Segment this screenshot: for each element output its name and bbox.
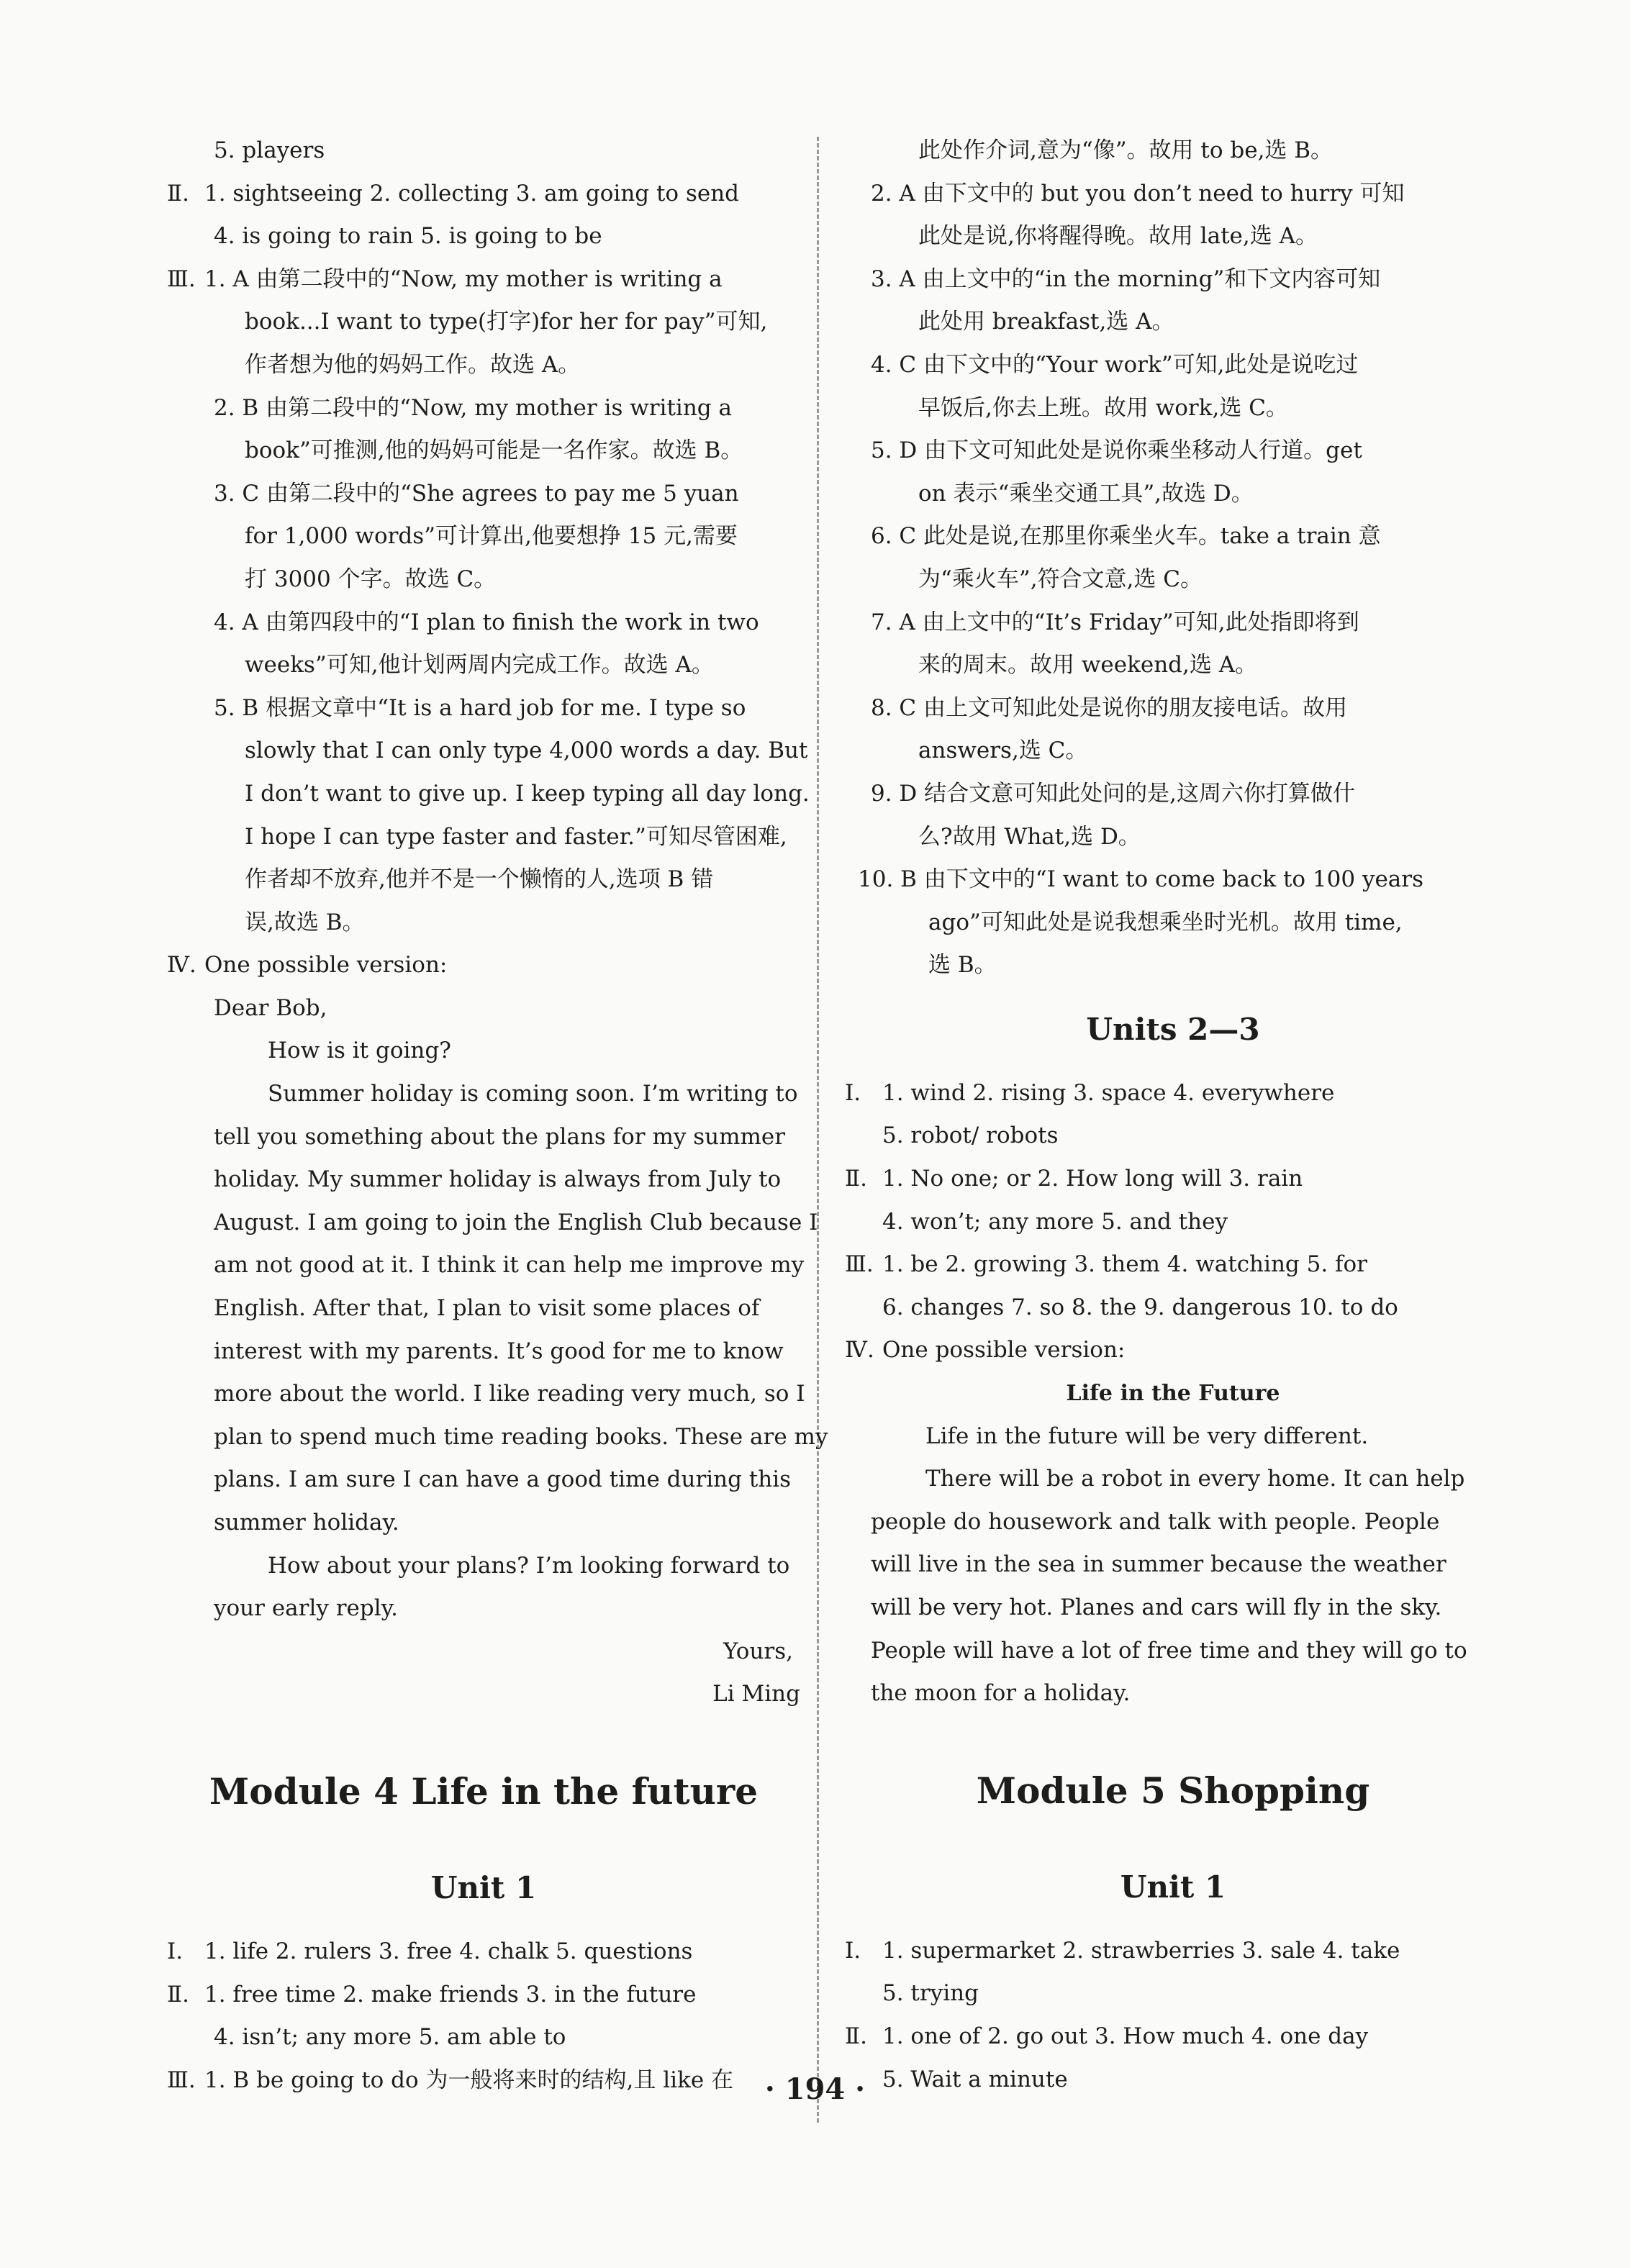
module-title: Module 4 Life in the future	[209, 1769, 759, 1813]
section-I	[167, 1931, 800, 1974]
answer-line: book”可推测,他的妈妈可能是一名作家。故选 B。	[245, 437, 743, 464]
letter-greeting: Dear Bob,	[214, 994, 327, 1021]
letter-signature: Li Ming	[712, 1681, 800, 1707]
answer-line: 5. Wait a minute	[882, 2066, 1068, 2092]
letter-line: tell you something about the plans for my summer	[214, 1123, 786, 1150]
answer-line: on 表示“乘坐交通工具”,故选 D。	[918, 480, 1254, 507]
section-label: Ⅳ.	[167, 952, 196, 979]
essay-line: People will have a lot of free time and they will go to	[871, 1637, 1467, 1664]
right-column	[845, 130, 1475, 2101]
answer-line: for 1,000 words”可计算出,他要想挣 15 元,需要	[245, 523, 738, 550]
answer-line: 3. A 由上文中的“in the morning”和下文内容可知	[871, 266, 1381, 292]
answer-line: 1. life 2. rulers 3. free 4. chalk 5. questions	[204, 1938, 693, 1964]
section-label: Ⅰ.	[845, 1079, 861, 1106]
answer-line: 为“乘火车”,符合文意,选 C。	[918, 566, 1203, 592]
letter-line: summer holiday.	[214, 1510, 399, 1536]
answer-line: ago”可知此处是说我想乘坐时光机。故用 time,	[928, 909, 1403, 935]
answer-line: 4. A 由第四段中的“I plan to finish the work in two	[214, 609, 759, 635]
answer-line: I hope I can type faster and faster.”可知尽管困难,	[245, 823, 787, 850]
essay-title: Life in the Future	[1066, 1381, 1280, 1407]
section-II	[167, 1974, 800, 2017]
answer-line: 此处用 breakfast,选 A。	[918, 309, 1174, 335]
letter-closing: Yours,	[723, 1638, 793, 1664]
answer-line: 1. sightseeing 2. collecting 3. am going to send	[204, 180, 740, 207]
section-label: Ⅱ.	[845, 2023, 867, 2049]
letter-line: plan to spend much time reading books. These are my	[214, 1423, 828, 1450]
letter-line: August. I am going to join the English Club because I	[214, 1209, 818, 1235]
section-label: Ⅰ.	[167, 1938, 184, 1964]
version-intro: One possible version:	[882, 1337, 1126, 1364]
answer-line: 早饭后,你去上班。故用 work,选 C。	[918, 394, 1288, 421]
answer-line: 么?故用 What,选 D。	[918, 823, 1141, 850]
answer-line: 作者想为他的妈妈工作。故选 A。	[245, 351, 581, 378]
answer-line: 1. free time 2. make friends 3. in the future	[204, 1981, 697, 2008]
answer-line: 打 3000 个字。故选 C。	[245, 566, 497, 592]
answer-line: 3. C 由第二段中的“She agrees to pay me 5 yuan	[214, 480, 739, 507]
answer-line: 5. trying	[882, 1980, 979, 2007]
answer-line: 1. be 2. growing 3. them 4. watching 5. for	[882, 1251, 1367, 1278]
page-number: · 194 ·	[764, 2072, 866, 2106]
section-label: Ⅲ.	[845, 1251, 874, 1278]
letter-line: How about your plans? I’m looking forward to	[268, 1552, 790, 1579]
answer-line: 4. won’t; any more 5. and they	[882, 1208, 1228, 1235]
answer-line: 9. D 结合文意可知此处问的是,这周六你打算做什	[871, 780, 1355, 807]
answer-line: 1. B be going to do 为一般将来时的结构,且 like 在	[204, 2067, 734, 2093]
answer-line: 5. D 由下文可知此处是说你乘坐移动人行道。get	[871, 437, 1362, 464]
answer-line: 1. A 由第二段中的“Now, my mother is writing a	[204, 266, 723, 292]
answer-line: 作者却不放弃,他并不是一个懒惰的人,选项 B 错	[245, 866, 714, 893]
section-I	[845, 1930, 1475, 1973]
answer-line: 误,故选 B。	[245, 909, 365, 935]
answer-line: slowly that I can only type 4,000 words a day. But	[245, 738, 808, 764]
section-IV	[167, 944, 800, 987]
answer-line: 4. C 由下文中的“Your work”可知,此处是说吃过	[871, 351, 1359, 378]
letter-line: English. After that, I plan to visit some places of	[214, 1295, 760, 1322]
answer-line: 5. robot/ robots	[882, 1122, 1059, 1149]
answer-line: 2. A 由下文中的 but you don’t need to hurry 可知	[871, 180, 1405, 207]
answer-line: 此处是说,你将醒得晚。故用 late,选 A。	[918, 223, 1318, 250]
letter-line: more about the world. I like reading very much, so I	[214, 1381, 805, 1407]
answer-line: book...I want to type(打字)for her for pay”可知,	[245, 309, 768, 335]
units-title: Units 2—3	[1086, 1011, 1260, 1047]
column-divider	[817, 137, 819, 2123]
essay-line: Life in the future will be very different.	[925, 1423, 1369, 1449]
essay-line: people do housework and talk with people. People	[871, 1508, 1440, 1535]
answer-line: weeks”可知,他计划两周内完成工作。故选 A。	[245, 652, 714, 679]
section-label: Ⅱ.	[167, 1981, 189, 2008]
answer-line: 7. A 由上文中的“It’s Friday”可知,此处指即将到	[871, 609, 1359, 635]
answer-line: 5. players	[214, 137, 325, 163]
letter-line: your early reply.	[214, 1595, 398, 1622]
answer-line: 选 B。	[928, 952, 997, 979]
letter-line: holiday. My summer holiday is always from July to	[214, 1166, 782, 1193]
answer-line: 6. C 此处是说,在那里你乘坐火车。take a train 意	[871, 523, 1381, 550]
answer-line: 1. one of 2. go out 3. How much 4. one day	[882, 2023, 1369, 2049]
answer-line: 10. B 由下文中的“I want to come back to 100 years	[858, 866, 1424, 893]
answer-line: 4. isn’t; any more 5. am able to	[214, 2024, 566, 2051]
section-label: Ⅳ.	[845, 1337, 874, 1364]
answer-line: 此处作介词,意为“像”。故用 to be,选 B。	[918, 137, 1334, 163]
section-label: Ⅲ.	[167, 266, 196, 292]
answer-line: 4. is going to rain 5. is going to be	[214, 223, 602, 250]
essay-line: will live in the sea in summer because the weather	[871, 1551, 1446, 1578]
unit-title: Unit 1	[1120, 1869, 1226, 1905]
answer-line: 2. B 由第二段中的“Now, my mother is writing a	[214, 394, 732, 421]
answer-line: answers,选 C。	[918, 738, 1088, 764]
answer-line: I don’t want to give up. I keep typing all day long.	[245, 780, 810, 807]
section-III	[167, 258, 800, 301]
section-II	[845, 2015, 1475, 2059]
section-label: Ⅲ.	[167, 2067, 196, 2093]
answer-line: 1. No one; or 2. How long will 3. rain	[882, 1166, 1303, 1192]
letter-line: Summer holiday is coming soon. I’m writing to	[268, 1081, 798, 1107]
answer-line: 1. wind 2. rising 3. space 4. everywhere	[882, 1079, 1335, 1106]
letter-line: interest with my parents. It’s good for me to know	[214, 1338, 784, 1364]
answer-line: 来的周末。故用 weekend,选 A。	[918, 652, 1258, 679]
section-II	[167, 173, 800, 216]
answer-line: 5. B 根据文章中“It is a hard job for me. I type so	[214, 694, 746, 721]
version-intro: One possible version:	[204, 952, 448, 979]
letter-line: am not good at it. I think it can help me improve my	[214, 1252, 805, 1279]
letter-opening: How is it going?	[268, 1038, 451, 1064]
essay-line: the moon for a holiday.	[871, 1680, 1131, 1707]
section-label: Ⅱ.	[167, 180, 189, 207]
page-number-value: 194	[784, 2072, 846, 2106]
section-II	[845, 1158, 1475, 1201]
letter-line: plans. I am sure I can have a good time during this	[214, 1466, 792, 1493]
answer-line: 6. changes 7. so 8. the 9. dangerous 10. to do	[882, 1294, 1398, 1320]
section-label: Ⅱ.	[845, 1166, 867, 1192]
answer-line: 1. supermarket 2. strawberries 3. sale 4. take	[882, 1937, 1400, 1964]
essay-line: will be very hot. Planes and cars will fly in the sky.	[871, 1595, 1442, 1620]
answer-line: 8. C 由上文可知此处是说你的朋友接电话。故用	[871, 694, 1348, 721]
section-label: Ⅰ.	[845, 1937, 861, 1964]
module-title: Module 5 Shopping	[976, 1769, 1370, 1812]
unit-title: Unit 1	[430, 1869, 537, 1905]
section-I	[845, 1072, 1475, 1115]
section-IV	[845, 1329, 1475, 1372]
section-III	[845, 1243, 1475, 1287]
essay-line: There will be a robot in every home. It can help	[925, 1466, 1465, 1492]
